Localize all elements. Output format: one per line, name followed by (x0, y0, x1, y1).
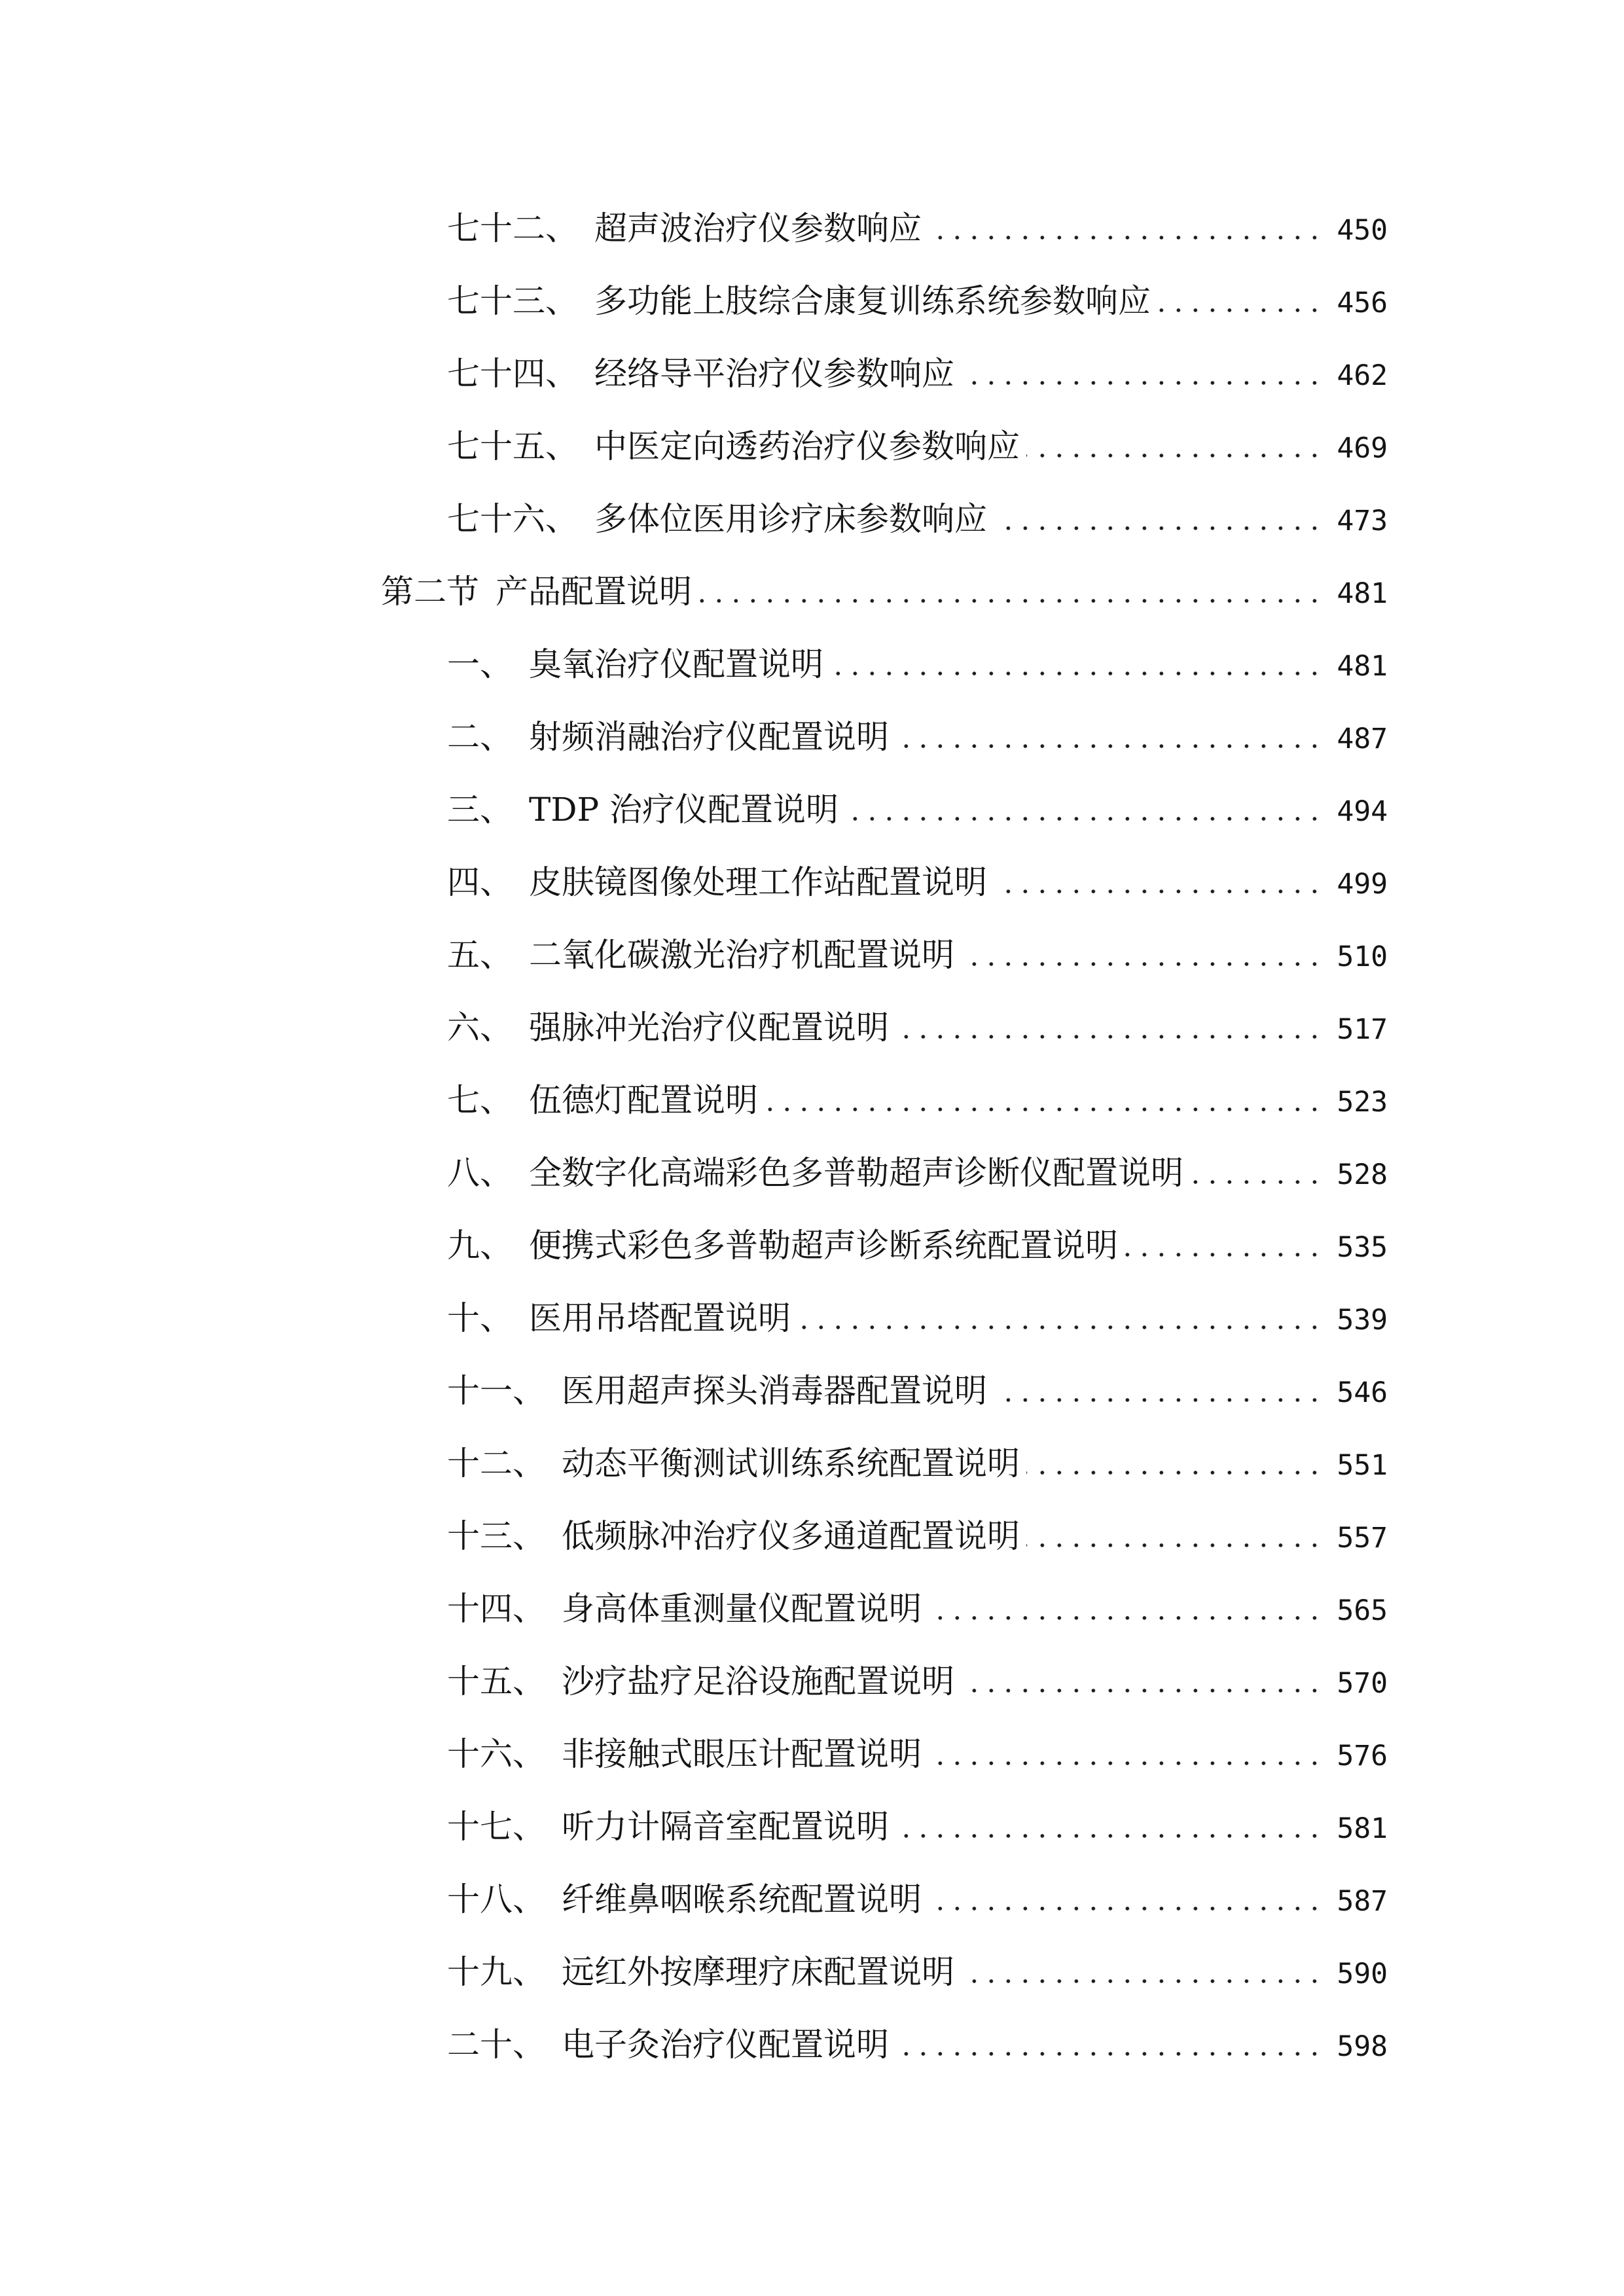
toc-entry (381, 1064, 1388, 1137)
toc-entry-title: 伍德灯配置说明 (529, 1081, 758, 1119)
toc-page-number: 487 (1337, 723, 1388, 755)
toc-entry-number: 一、 (447, 645, 513, 683)
toc-entry (381, 265, 1388, 338)
toc-entry-number: 八、 (447, 1154, 513, 1192)
toc-dot-leader (1026, 1471, 1323, 1475)
toc-entry-title: 电子灸治疗仪配置说明 (562, 2026, 889, 2064)
toc-dot-leader (928, 1907, 1323, 1910)
toc-entry-title: TDP 治疗仪配置说明 (529, 791, 839, 829)
toc-page-number: 456 (1337, 287, 1388, 319)
toc-entry (381, 846, 1388, 919)
toc-dot-leader (797, 1325, 1323, 1329)
toc-page-number: 590 (1337, 1958, 1388, 1990)
toc-entry (381, 1791, 1388, 1863)
toc-page-number: 539 (1337, 1304, 1388, 1336)
toc-section-number: 第二节 (381, 573, 479, 611)
toc-entry (381, 992, 1388, 1064)
toc-page-number: 546 (1337, 1376, 1388, 1409)
toc-dot-leader (928, 1761, 1323, 1765)
toc-dot-leader (1190, 1180, 1323, 1184)
toc-entry (381, 1137, 1388, 1210)
toc-entry-number: 十四、 (447, 1590, 545, 1628)
toc-dot-leader (928, 1616, 1323, 1620)
toc-dot-leader (765, 1107, 1323, 1111)
toc-entry-number: 十二、 (447, 1444, 545, 1482)
toc-entry-number: 四、 (447, 863, 513, 901)
toc-page-number: 469 (1337, 432, 1388, 465)
toc-dot-leader (895, 1035, 1323, 1039)
toc-entry (381, 1427, 1388, 1500)
toc-entry-number: 十、 (447, 1299, 513, 1337)
toc-entry-title: 多功能上肢综合康复训练系统参数响应 (594, 282, 1151, 320)
toc-entry-number: 九、 (447, 1227, 513, 1265)
toc-entry-title: 多体位医用诊疗床参数响应 (594, 500, 987, 538)
toc-entry-number: 七十二、 (447, 209, 578, 247)
toc-entry-title: 低频脉冲治疗仪多通道配置说明 (562, 1517, 1020, 1555)
toc-entry-number: 十六、 (447, 1735, 545, 1773)
toc-dot-leader (961, 1979, 1323, 1983)
toc-entry (381, 701, 1388, 774)
toc-entry-number: 二十、 (447, 2026, 545, 2064)
toc-dot-leader (1157, 308, 1323, 312)
toc-section-heading (381, 556, 1388, 628)
toc-page-number: 528 (1337, 1158, 1388, 1191)
toc-dot-leader (928, 236, 1323, 240)
toc-page-number: 598 (1337, 2030, 1388, 2063)
toc-entry-number: 六、 (447, 1009, 513, 1047)
toc-entry-title: 全数字化高端彩色多普勒超声诊断仪配置说明 (529, 1154, 1183, 1192)
toc-entry (381, 1500, 1388, 1573)
toc-page-number: 557 (1337, 1522, 1388, 1554)
toc-entry-number: 七十四、 (447, 355, 578, 393)
toc-page-number: 576 (1337, 1740, 1388, 1772)
toc-entry-title: 中医定向透药治疗仪参数响应 (594, 427, 1020, 465)
toc-entry (381, 483, 1388, 556)
toc-entry-title: 皮肤镜图像处理工作站配置说明 (529, 863, 987, 901)
toc-entry-title: 便携式彩色多普勒超声诊断系统配置说明 (529, 1227, 1118, 1265)
toc-dot-leader (994, 526, 1323, 530)
toc-entry-title: 二氧化碳激光治疗机配置说明 (529, 936, 954, 974)
toc-entry-title: 听力计隔音室配置说明 (562, 1808, 889, 1846)
toc-entry (381, 774, 1388, 846)
toc-entry-title: 身高体重测量仪配置说明 (562, 1590, 922, 1628)
toc-page-number: 481 (1337, 577, 1388, 610)
toc-entry-number: 七十三、 (447, 282, 578, 320)
toc-entry-number: 十五、 (447, 1662, 545, 1700)
toc-entry-title: 远红外按摩理疗床配置说明 (562, 1953, 954, 1991)
toc-entry-title: 强脉冲光治疗仪配置说明 (529, 1009, 889, 1047)
toc-dot-leader (845, 817, 1323, 821)
toc-entry (381, 1282, 1388, 1355)
toc-entry-title: 经络导平治疗仪参数响应 (594, 355, 954, 393)
toc-entry (381, 410, 1388, 483)
toc-entry-number: 二、 (447, 718, 513, 756)
toc-entry (381, 1645, 1388, 1718)
toc-page-number: 570 (1337, 1667, 1388, 1700)
toc-entry-title: 动态平衡测试训练系统配置说明 (562, 1444, 1020, 1482)
toc-dot-leader (895, 744, 1323, 748)
toc-entry (381, 1355, 1388, 1427)
toc-dot-leader (895, 2052, 1323, 2056)
toc-page-number: 581 (1337, 1812, 1388, 1845)
toc-dot-leader (698, 599, 1323, 603)
toc-entry-number: 三、 (447, 791, 513, 829)
toc-dot-leader (895, 1834, 1323, 1838)
toc-page-number: 450 (1337, 214, 1388, 247)
toc-entry (381, 628, 1388, 701)
toc-page-number: 523 (1337, 1086, 1388, 1119)
toc-page-number: 499 (1337, 868, 1388, 901)
toc-entry-number: 十一、 (447, 1372, 545, 1410)
toc-entry-number: 十九、 (447, 1953, 545, 1991)
toc-page-number: 481 (1337, 650, 1388, 683)
toc-entry (381, 1718, 1388, 1791)
toc-dot-leader (994, 1398, 1323, 1402)
toc-dot-leader (1026, 1543, 1323, 1547)
toc-dot-leader (1026, 454, 1323, 457)
toc-entry (381, 1936, 1388, 2009)
toc-entry (381, 1210, 1388, 1282)
toc-entry-title: 医用超声探头消毒器配置说明 (562, 1372, 987, 1410)
toc-entry-title: 纤维鼻咽喉系统配置说明 (562, 1880, 922, 1918)
toc-entry (381, 1573, 1388, 1645)
toc-entry-number: 十三、 (447, 1517, 545, 1555)
toc-page-number: 494 (1337, 795, 1388, 828)
toc-entry-number: 五、 (447, 936, 513, 974)
toc-entry-title: 医用吊塔配置说明 (529, 1299, 791, 1337)
toc-entry-title: 超声波治疗仪参数响应 (594, 209, 922, 247)
toc-entry-number: 七十六、 (447, 500, 578, 538)
toc-dot-leader (830, 672, 1323, 675)
toc-entry-title: 非接触式眼压计配置说明 (562, 1735, 922, 1773)
toc-page-number: 473 (1337, 505, 1388, 537)
toc-page-number: 565 (1337, 1594, 1388, 1627)
toc-entry (381, 919, 1388, 992)
toc-page-number: 517 (1337, 1013, 1388, 1046)
toc-entry-title: 射频消融治疗仪配置说明 (529, 718, 889, 756)
toc-entry-number: 七、 (447, 1081, 513, 1119)
toc-entry-number: 十七、 (447, 1808, 545, 1846)
toc-entry (381, 338, 1388, 410)
toc-dot-leader (961, 962, 1323, 966)
toc-entry (381, 192, 1388, 265)
toc-entry (381, 1863, 1388, 1936)
toc-page-number: 587 (1337, 1885, 1388, 1918)
toc-page-number: 462 (1337, 359, 1388, 392)
toc-entry (381, 2009, 1388, 2081)
toc-entry-title: 臭氧治疗仪配置说明 (529, 645, 823, 683)
toc-dot-leader (961, 1689, 1323, 1693)
toc-dot-leader (994, 889, 1323, 893)
toc-page-number: 551 (1337, 1449, 1388, 1482)
toc-entry-number: 十八、 (447, 1880, 545, 1918)
toc-section-title: 产品配置说明 (496, 573, 692, 611)
toc-entry-number: 七十五、 (447, 427, 578, 465)
toc-page-number: 535 (1337, 1231, 1388, 1264)
toc-dot-leader (961, 381, 1323, 385)
toc-entry-title: 沙疗盐疗足浴设施配置说明 (562, 1662, 954, 1700)
table-of-contents (381, 192, 1388, 2081)
toc-dot-leader (1125, 1253, 1323, 1257)
toc-page-number: 510 (1337, 941, 1388, 973)
